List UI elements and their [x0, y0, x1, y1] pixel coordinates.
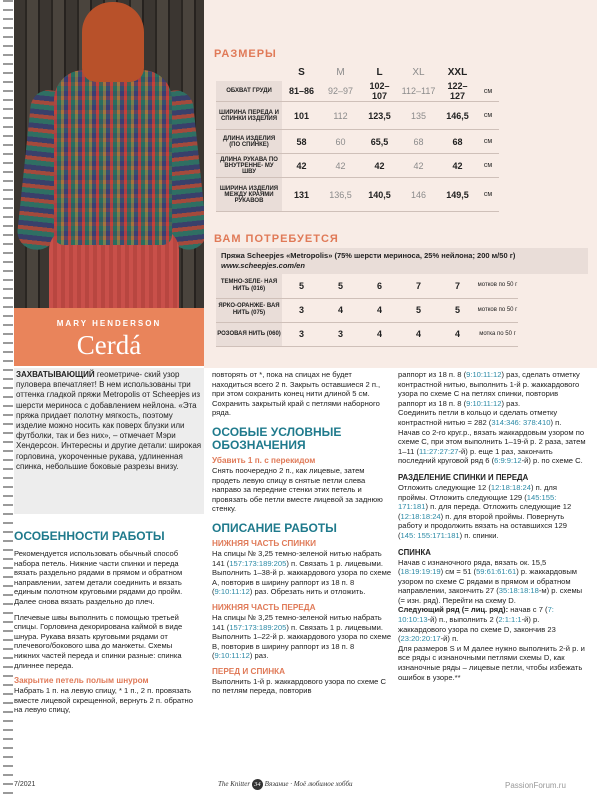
specs-panel: [204, 0, 597, 368]
size-values: 9:10:11:12: [214, 587, 250, 597]
issue-number: 7/2021: [14, 781, 36, 788]
size-values: 2:1:1:1: [498, 615, 522, 625]
unit: мотка по 50 г: [477, 322, 518, 346]
intro-rest: геометриче- ский узор пуловера впечатляет! В нем использованы три оттенка гладкой пряжи Metropolis от Scheepjes из шерсти мериноса с добавлением нейлона. «Эта пряжа придает полотну мягкость, поэтому изделие можно носить как поверх блузки или футболки, так и без них», – отмечает Мэри Хендерсон. Интересны и другие детали: широкая горловина, укороченные рукава, удлиненная спинка, небольшие боковые разрезы внизу.: [16, 370, 202, 471]
model-photo: [14, 0, 204, 308]
size-values: 7: 10:10:13: [398, 605, 554, 625]
size-row: [216, 154, 499, 178]
size-values: 9:10:11:12: [466, 370, 502, 379]
text: ) п. Связать 1 р. лицевыми. Выполнить 1–38-й р. жаккардового узора по схеме А, повторив в ширину раппорт из 18 п. 8 (: [212, 558, 392, 597]
spiral-binding: [3, 0, 13, 800]
unit: см: [477, 154, 499, 178]
decrease-heading: Убавить 1 п. с перекидом: [212, 455, 316, 465]
split-heading: РАЗДЕЛЕНИЕ СПИНКИ И ПЕРЕДА: [398, 472, 529, 482]
text: ) п. спинки.: [459, 530, 499, 540]
bind-off-para: Набрать 1 п. на левую спицу, * 1 п., 2 п. провязать вместе лицевой скрещенной, вернуть 2 п. обратно на левую спицу,: [14, 686, 193, 715]
sizes-heading: РАЗМЕРЫ: [214, 48, 277, 60]
size-head: M: [336, 67, 345, 78]
size-values: 157:173:189:205: [229, 558, 287, 568]
cell: 136,5: [321, 178, 360, 212]
text: ) п. для переда. Отложить следующие 12 (: [398, 502, 572, 521]
cell: 65,5: [360, 130, 399, 154]
size-row: [216, 102, 499, 130]
unit: см: [477, 178, 499, 212]
cell: 60: [321, 130, 360, 154]
front-back-para: Выполнить 1-й р. жаккардового узора по схеме С по петлям переда, повторив: [212, 676, 386, 696]
size-row: [216, 130, 499, 154]
size-row: [216, 178, 499, 212]
back-para: [398, 558, 586, 606]
size-values: 157:173:189:205: [229, 622, 287, 632]
cell: 3: [321, 322, 360, 346]
front-lower-heading: НИЖНЯЯ ЧАСТЬ ПЕРЕДА: [212, 602, 316, 612]
cell: 92–97: [321, 81, 360, 102]
row-label: ДЛИНА ИЗДЕЛИЯ (ПО СПИНКЕ): [216, 130, 282, 154]
cell: 4: [360, 298, 399, 322]
size-values: 35:18:18:18: [498, 586, 539, 596]
next-row-label: Следующий ряд (= лиц. ряд):: [398, 605, 509, 615]
row-label: РОЗОВАЯ НИТЬ (060): [216, 322, 282, 346]
cell: 146: [399, 178, 438, 212]
size-values: 6:9:9:12: [494, 456, 522, 466]
row-label: ОБХВАТ ГРУДИ: [216, 81, 282, 102]
yarn-info: [216, 248, 588, 274]
text: ) раз. Обрезать нить и отложить.: [249, 587, 366, 597]
cell: 122–127: [438, 81, 477, 102]
text: На спицы № 3,25 темно-зеленой нитью набрать 141 (: [212, 548, 382, 568]
text: -й) р. жаккардового узора по схеме D, закончив 23 (: [398, 615, 556, 644]
pattern-title: Cerdá: [76, 330, 142, 360]
text: -й) п.: [440, 634, 459, 644]
text: -й) р. по схеме С.: [521, 456, 583, 466]
text: ) п.: [550, 417, 562, 427]
cell: 58: [282, 130, 321, 154]
cell: 112: [321, 102, 360, 130]
text: ) раз.: [501, 398, 521, 408]
features-heading: ОСОБЕННОСТИ РАБОТЫ: [14, 529, 165, 543]
size-table: [216, 64, 499, 212]
cell: 3: [282, 322, 321, 346]
cell: 68: [399, 130, 438, 154]
color-row: [216, 298, 518, 322]
text: -й) п., выполнить 2 (: [427, 615, 499, 625]
col3-para-6: Для размеров S и M далее нужно выполнить 2-й р. и все ряды с изнаночными петлями схемы D, как изнаночные ряды – лицевые петли, чтобы избежать ошибок в узоре.**: [398, 643, 585, 682]
size-row: [216, 81, 499, 102]
text: -й) р. еще 1 раз, закончить последний круговой ряд 6 (: [398, 446, 553, 466]
cell: 101: [282, 102, 321, 130]
intro-text: [16, 370, 202, 472]
magazine-tagline: Вязание · Моё любимое хобби: [264, 780, 353, 789]
text: раппорт из 18 п. 8 (: [398, 370, 467, 379]
features-para-1: Рекомендуется использовать обычный способ набора петель. Нижние части спинки и переда вязать раздельно рядами в прямом и обратном направлении, затем детали соединить и вязать единым полотном круговыми рядами до пройм. Далее снова вязать раздельно до плеч.: [14, 549, 183, 606]
decrease-para: Снять поочередно 2 п., как лицевые, затем продеть левую спицу в снятые петли слева направо за передние стенки этих петель и провязать обе петли вместе лицевой за заднюю стенку.: [212, 465, 383, 514]
text: Начав с изнаночного ряда, вязать ок. 15,5 (: [398, 557, 547, 577]
photo-hair: [82, 2, 144, 82]
yarn-name: Пряжа Scheepjes «Metropolis» (75% шерсти мериноса, 25% нейлона; 200 м/50 г): [221, 251, 516, 260]
cell: 42: [438, 154, 477, 178]
cell: 42: [399, 154, 438, 178]
footer-line: [218, 779, 352, 790]
text: начав с 7 (: [508, 605, 548, 615]
cell: 123,5: [360, 102, 399, 130]
text: ) раз, сделать отметку контрастной нитью, выполнить 1-й р. жаккардового узора по схеме С на петлях спинки, повторив раппорт из 18 п. 8 (: [398, 370, 580, 408]
column-1: [14, 530, 200, 715]
column-3: [398, 370, 586, 682]
watermark: PassionForum.ru: [505, 781, 566, 790]
text: -м) р. схемы (= изн. ряд). Перейти на схему D.: [398, 586, 583, 605]
bind-off-heading: Закрытие петель полым шнуром: [14, 676, 149, 686]
cell: 6: [360, 274, 399, 298]
cell: 3: [282, 298, 321, 322]
column-2: [212, 370, 392, 696]
cell: 4: [321, 298, 360, 322]
cell: 4: [399, 322, 438, 346]
cell: 4: [438, 322, 477, 346]
color-table: [216, 274, 518, 347]
size-table-header: [216, 64, 499, 81]
col2-para-0: повторять от *, пока на спицах не будет находиться всего 2 п. Закрыть оставшиеся 2 п., при этом сохранить конец нити длиной 5 см. Сохранить закрытый край с петлями наборного ряда.: [212, 370, 381, 418]
next-row-para: [398, 605, 586, 643]
cell: 42: [321, 154, 360, 178]
cell: 131: [282, 178, 321, 212]
unit: см: [477, 81, 499, 102]
size-values: 145: 155:171:181: [400, 530, 460, 540]
row-label: ШИРИНА ПЕРЕДА И СПИНКИ ИЗДЕЛИЯ: [216, 102, 282, 130]
yarn-url: www.scheepjes.com/en: [221, 261, 305, 270]
text: ) п. для проймы. Отложить следующие 129 (: [398, 482, 557, 502]
size-head: S: [298, 67, 305, 78]
cell: 7: [399, 274, 438, 298]
row-label: ЯРКО-ОРАНЖЕ- ВАЯ НИТЬ (075): [216, 298, 282, 322]
color-row: [216, 274, 518, 298]
back-lower-para: [212, 549, 392, 597]
row-label: ТЕМНО-ЗЕЛЕ- НАЯ НИТЬ (016): [216, 274, 282, 298]
cell: 4: [360, 322, 399, 346]
unit: см: [477, 102, 499, 130]
symbols-heading: ОСОБЫЕ УСЛОВНЫЕ ОБОЗНАЧЕНИЯ: [212, 424, 342, 452]
text: ) р. жаккардовым узором по схеме С рядами в прямом и обратном направлении, закончить 27 (: [398, 567, 578, 596]
cell: 81–86: [282, 81, 321, 102]
front-back-heading: ПЕРЕД И СПИНКА: [212, 666, 286, 676]
cell: 5: [321, 274, 360, 298]
intro-lead: ЗАХВАТЫВАЮЩИЙ: [16, 370, 95, 379]
cell: 135: [399, 102, 438, 130]
row-label: ШИРИНА ИЗДЕЛИЯ МЕЖДУ КРАЯМИ РУКАВОВ: [216, 178, 282, 212]
size-values: 11:27:27:27: [418, 446, 459, 456]
text: ) см = 51 (: [440, 567, 477, 577]
cell: 68: [438, 130, 477, 154]
size-values: 59:61:61:61: [476, 567, 517, 577]
size-head: XL: [412, 67, 425, 78]
text: На спицы № 3,25 темно-зеленой нитью набрать 141 (: [212, 612, 382, 632]
front-lower-para: [212, 613, 392, 661]
need-heading: ВАМ ПОТРЕБУЕТСЯ: [214, 233, 339, 245]
magazine-name: The Knitter: [218, 780, 251, 789]
unit: мотков по 50 г: [477, 274, 518, 298]
size-values: 9:10:11:12: [214, 651, 250, 661]
back-lower-heading: НИЖНЯЯ ЧАСТЬ СПИНКИ: [212, 538, 316, 548]
cell: 42: [282, 154, 321, 178]
text: ) раз.: [249, 651, 269, 661]
page-number: 34: [252, 779, 263, 790]
cell: 5: [438, 298, 477, 322]
unit: мотков по 50 г: [477, 298, 518, 322]
cell: 5: [399, 298, 438, 322]
size-values: 314:346: 378:410: [491, 417, 551, 427]
col3-para-2: [398, 428, 586, 466]
text: Отложить следующие 12 (: [398, 482, 491, 492]
cell: 146,5: [438, 102, 477, 130]
cell: 149,5: [438, 178, 477, 212]
size-values: 145:155: 171:181: [398, 492, 557, 512]
back-heading: СПИНКА: [398, 547, 431, 557]
title-banner: [14, 308, 204, 366]
text: Соединить петли в кольцо и сделать отметку контрастной нитью = 282 (: [398, 408, 558, 427]
text: ) п. Связать 1 р. лицевыми. Выполнить 1–22-й р. жаккардового узора по схеме В, повторив в ширину раппорт из 18 п. 8 (: [212, 622, 392, 661]
cell: 102–107: [360, 81, 399, 102]
cell: 42: [360, 154, 399, 178]
cell: 140,5: [360, 178, 399, 212]
cell: 112–117: [399, 81, 438, 102]
size-values: 9:10:11:12: [466, 398, 502, 408]
row-label: ДЛИНА РУКАВА ПО ВНУТРЕННЕ- МУ ШВУ: [216, 154, 282, 178]
size-values: 12:18:18:24: [490, 482, 531, 492]
unit: см: [477, 130, 499, 154]
size-head: XXL: [447, 67, 468, 78]
text: ) п. для второй проймы. Повернуть работу и продолжить вязать на оставшихся 129 (: [398, 511, 567, 540]
designer-name: MARY HENDERSON: [56, 319, 162, 328]
split-para: [398, 483, 586, 541]
size-values: 18:19:19:19: [400, 567, 441, 577]
color-row: [216, 322, 518, 346]
text: Начав со 2-го круг.р., вязать жаккардовым узором по схеме С, при этом выполнить 1–19-й р. 2 раза, затем 1–11 (: [398, 427, 586, 456]
cell: 5: [282, 274, 321, 298]
col3-para-0: [398, 370, 586, 408]
col3-para-1: [398, 408, 586, 427]
features-para-2: Плечевые швы выполнить с помощью третьей спицы. Горловина декорирована каймой в виде шнура. Рукава вязать круговыми рядами от плечевого/бокового шва до манжеты. Схемы нижних частей переда и спинки разные: спинка длиннее переда.: [14, 612, 183, 670]
size-head: L: [376, 67, 383, 78]
work-heading: ОПИСАНИЕ РАБОТЫ: [212, 520, 337, 535]
size-values: 23:20:20:17: [400, 634, 441, 644]
photo-sweater: [54, 70, 172, 245]
size-values: 12:18:18:24: [400, 511, 441, 521]
cell: 7: [438, 274, 477, 298]
